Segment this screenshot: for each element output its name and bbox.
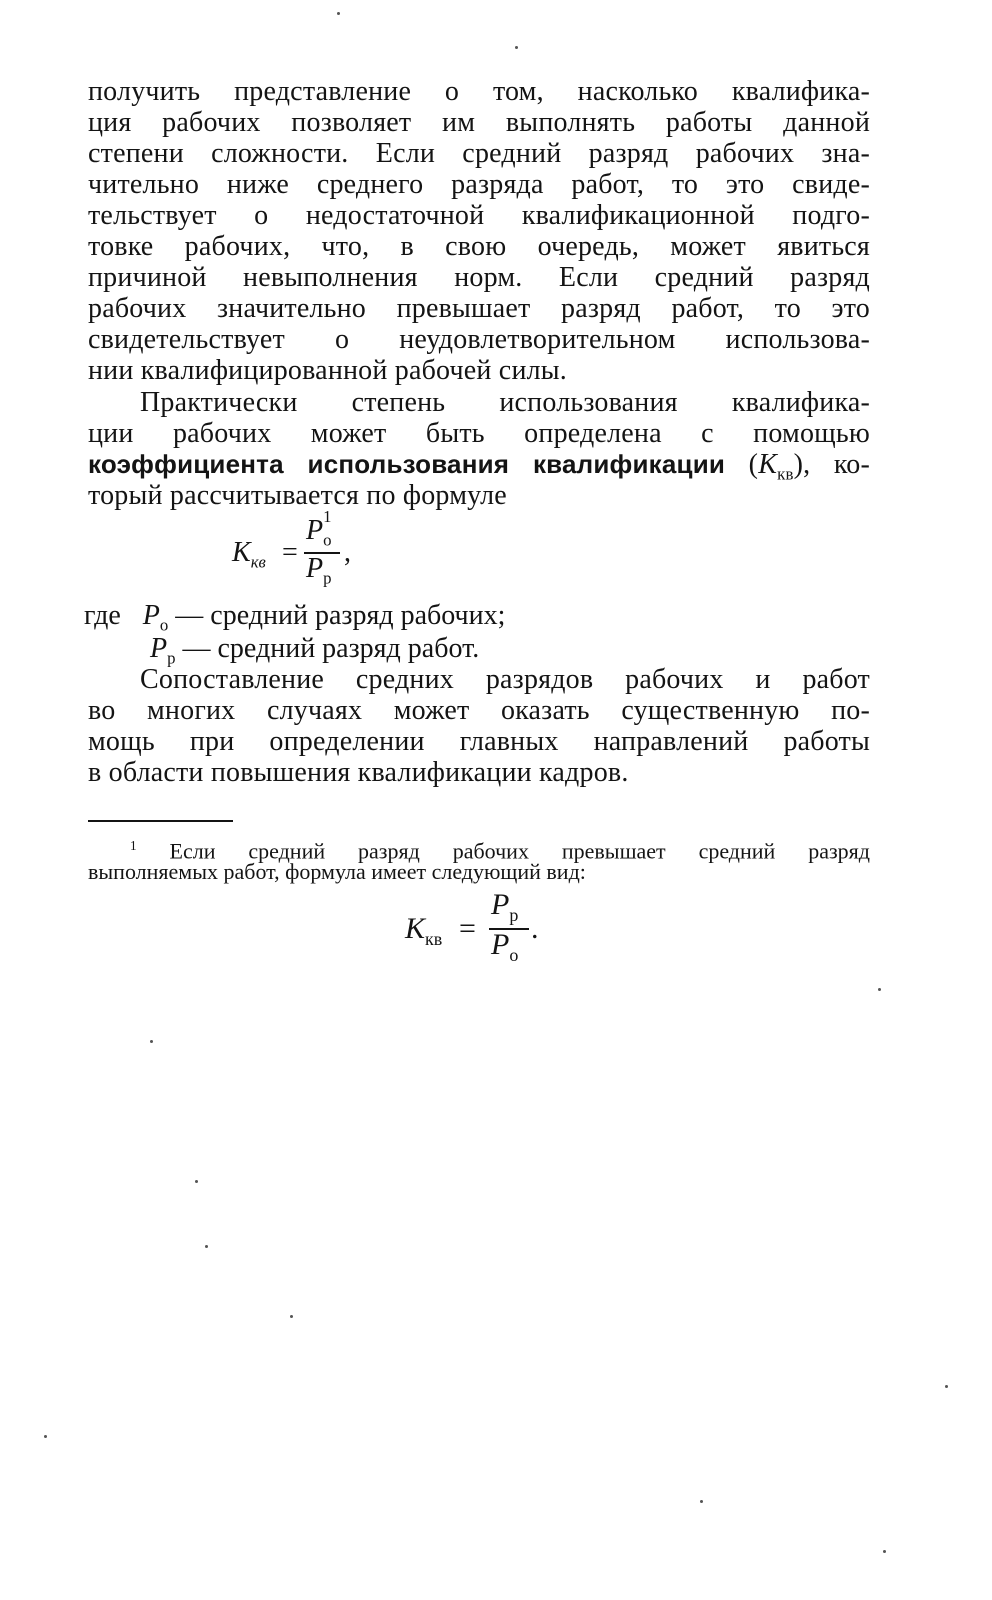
- text-line: Сопоставление средних разрядов рабочих и работ: [140, 664, 870, 695]
- symbol-k: K: [758, 449, 778, 480]
- fn-formula-lhs: [405, 912, 442, 950]
- fn-numerator-symbol: P: [491, 888, 510, 921]
- footnote-rule: [88, 820, 233, 822]
- scan-speck: [44, 1435, 47, 1438]
- text-line: товке рабочих, что, в свою очередь, может явиться: [88, 231, 870, 262]
- scan-speck: [150, 1040, 153, 1043]
- where-word: где: [84, 600, 121, 631]
- text-line: рабочих значительно превышает разряд работ, то это: [88, 293, 870, 324]
- scan-speck: [878, 988, 881, 991]
- numerator-symbol: P: [306, 515, 324, 546]
- text-line: в области повышения квалификации кадров.: [88, 757, 629, 788]
- symbol-k-sub: кв: [777, 464, 794, 484]
- fn-lhs-symbol: K: [405, 912, 426, 945]
- denominator-sub: р: [323, 568, 332, 588]
- text-line: мощь при определении главных направлений работы: [88, 726, 870, 757]
- where-sub-1: о: [159, 615, 169, 635]
- text-line: ции рабочих может быть определена с помощью: [88, 418, 870, 449]
- paren-close: ),: [793, 449, 811, 480]
- fn-formula-period: .: [531, 912, 539, 945]
- text-tail: ко-: [810, 449, 870, 480]
- formula-denominator: [306, 553, 332, 589]
- footnote-marker: 1: [130, 838, 137, 853]
- term-bold: коэффициента использования квалификации: [88, 449, 726, 479]
- numerator-sub: о: [323, 530, 332, 550]
- text-line: Практически степень использования квалифика-: [140, 387, 870, 418]
- scan-speck: [883, 1550, 886, 1553]
- fn-formula-numerator: [491, 888, 518, 926]
- text-line: получить представление о том, насколько квалифика-: [88, 76, 870, 107]
- fn-lhs-sub: кв: [425, 929, 443, 949]
- formula-comma: ,: [344, 537, 351, 568]
- fn-formula-equals: =: [459, 912, 476, 945]
- text-line: причиной невыполнения норм. Если средний разряд: [88, 262, 870, 293]
- paren-open: (: [725, 449, 759, 480]
- formula-lhs: [232, 537, 266, 573]
- numerator-sup: 1: [323, 507, 332, 526]
- footnote-formula: [405, 888, 565, 963]
- text-line: свидетельствует о неудовлетворительном использова-: [88, 324, 870, 355]
- text-line: тельствует о недостаточной квалификационной подго-: [88, 200, 870, 231]
- where-symbol-1: P: [142, 600, 160, 631]
- footnote-text-1: Если средний разряд рабочих превышает средний разряд: [136, 838, 870, 864]
- formula-lhs-sub: кв: [250, 552, 266, 572]
- where-text-2: — средний разряд работ.: [175, 633, 480, 664]
- denominator-symbol: P: [306, 553, 324, 584]
- scan-speck: [700, 1500, 703, 1503]
- scan-speck: [290, 1315, 293, 1318]
- formula-numerator: [306, 507, 332, 551]
- fn-numerator-sub: р: [509, 905, 519, 925]
- where-text-1: — средний разряд рабочих;: [168, 600, 506, 631]
- text-line: нии квалифицированной рабочей силы.: [88, 355, 568, 386]
- fn-denominator-symbol: P: [491, 928, 510, 961]
- scan-speck: [195, 1180, 198, 1183]
- formula-kkv: [232, 507, 372, 590]
- fn-denominator-sub: о: [509, 945, 519, 965]
- scan-speck: [515, 46, 518, 49]
- fn-formula-denominator: [491, 928, 518, 966]
- formula-lhs-symbol: K: [232, 537, 251, 568]
- text-line: чительно ниже среднего разряда работ, то это свиде-: [88, 169, 870, 200]
- footnote-line-2: выполняемых работ, формула имеет следующий вид:: [88, 859, 586, 884]
- where-symbol-2: P: [150, 633, 168, 664]
- scan-speck: [945, 1385, 948, 1388]
- text-line: степени сложности. Если средний разряд рабочих зна-: [88, 138, 870, 169]
- text-line: торый рассчитывается по формуле: [88, 480, 507, 511]
- text-line: ция рабочих позволяет им выполнять работы данной: [88, 107, 870, 138]
- text-line: во многих случаях может оказать существенную по-: [88, 695, 870, 726]
- formula-equals: =: [282, 537, 298, 568]
- where-sub-2: р: [167, 648, 176, 668]
- scan-speck: [205, 1245, 208, 1248]
- scan-speck: [337, 12, 340, 15]
